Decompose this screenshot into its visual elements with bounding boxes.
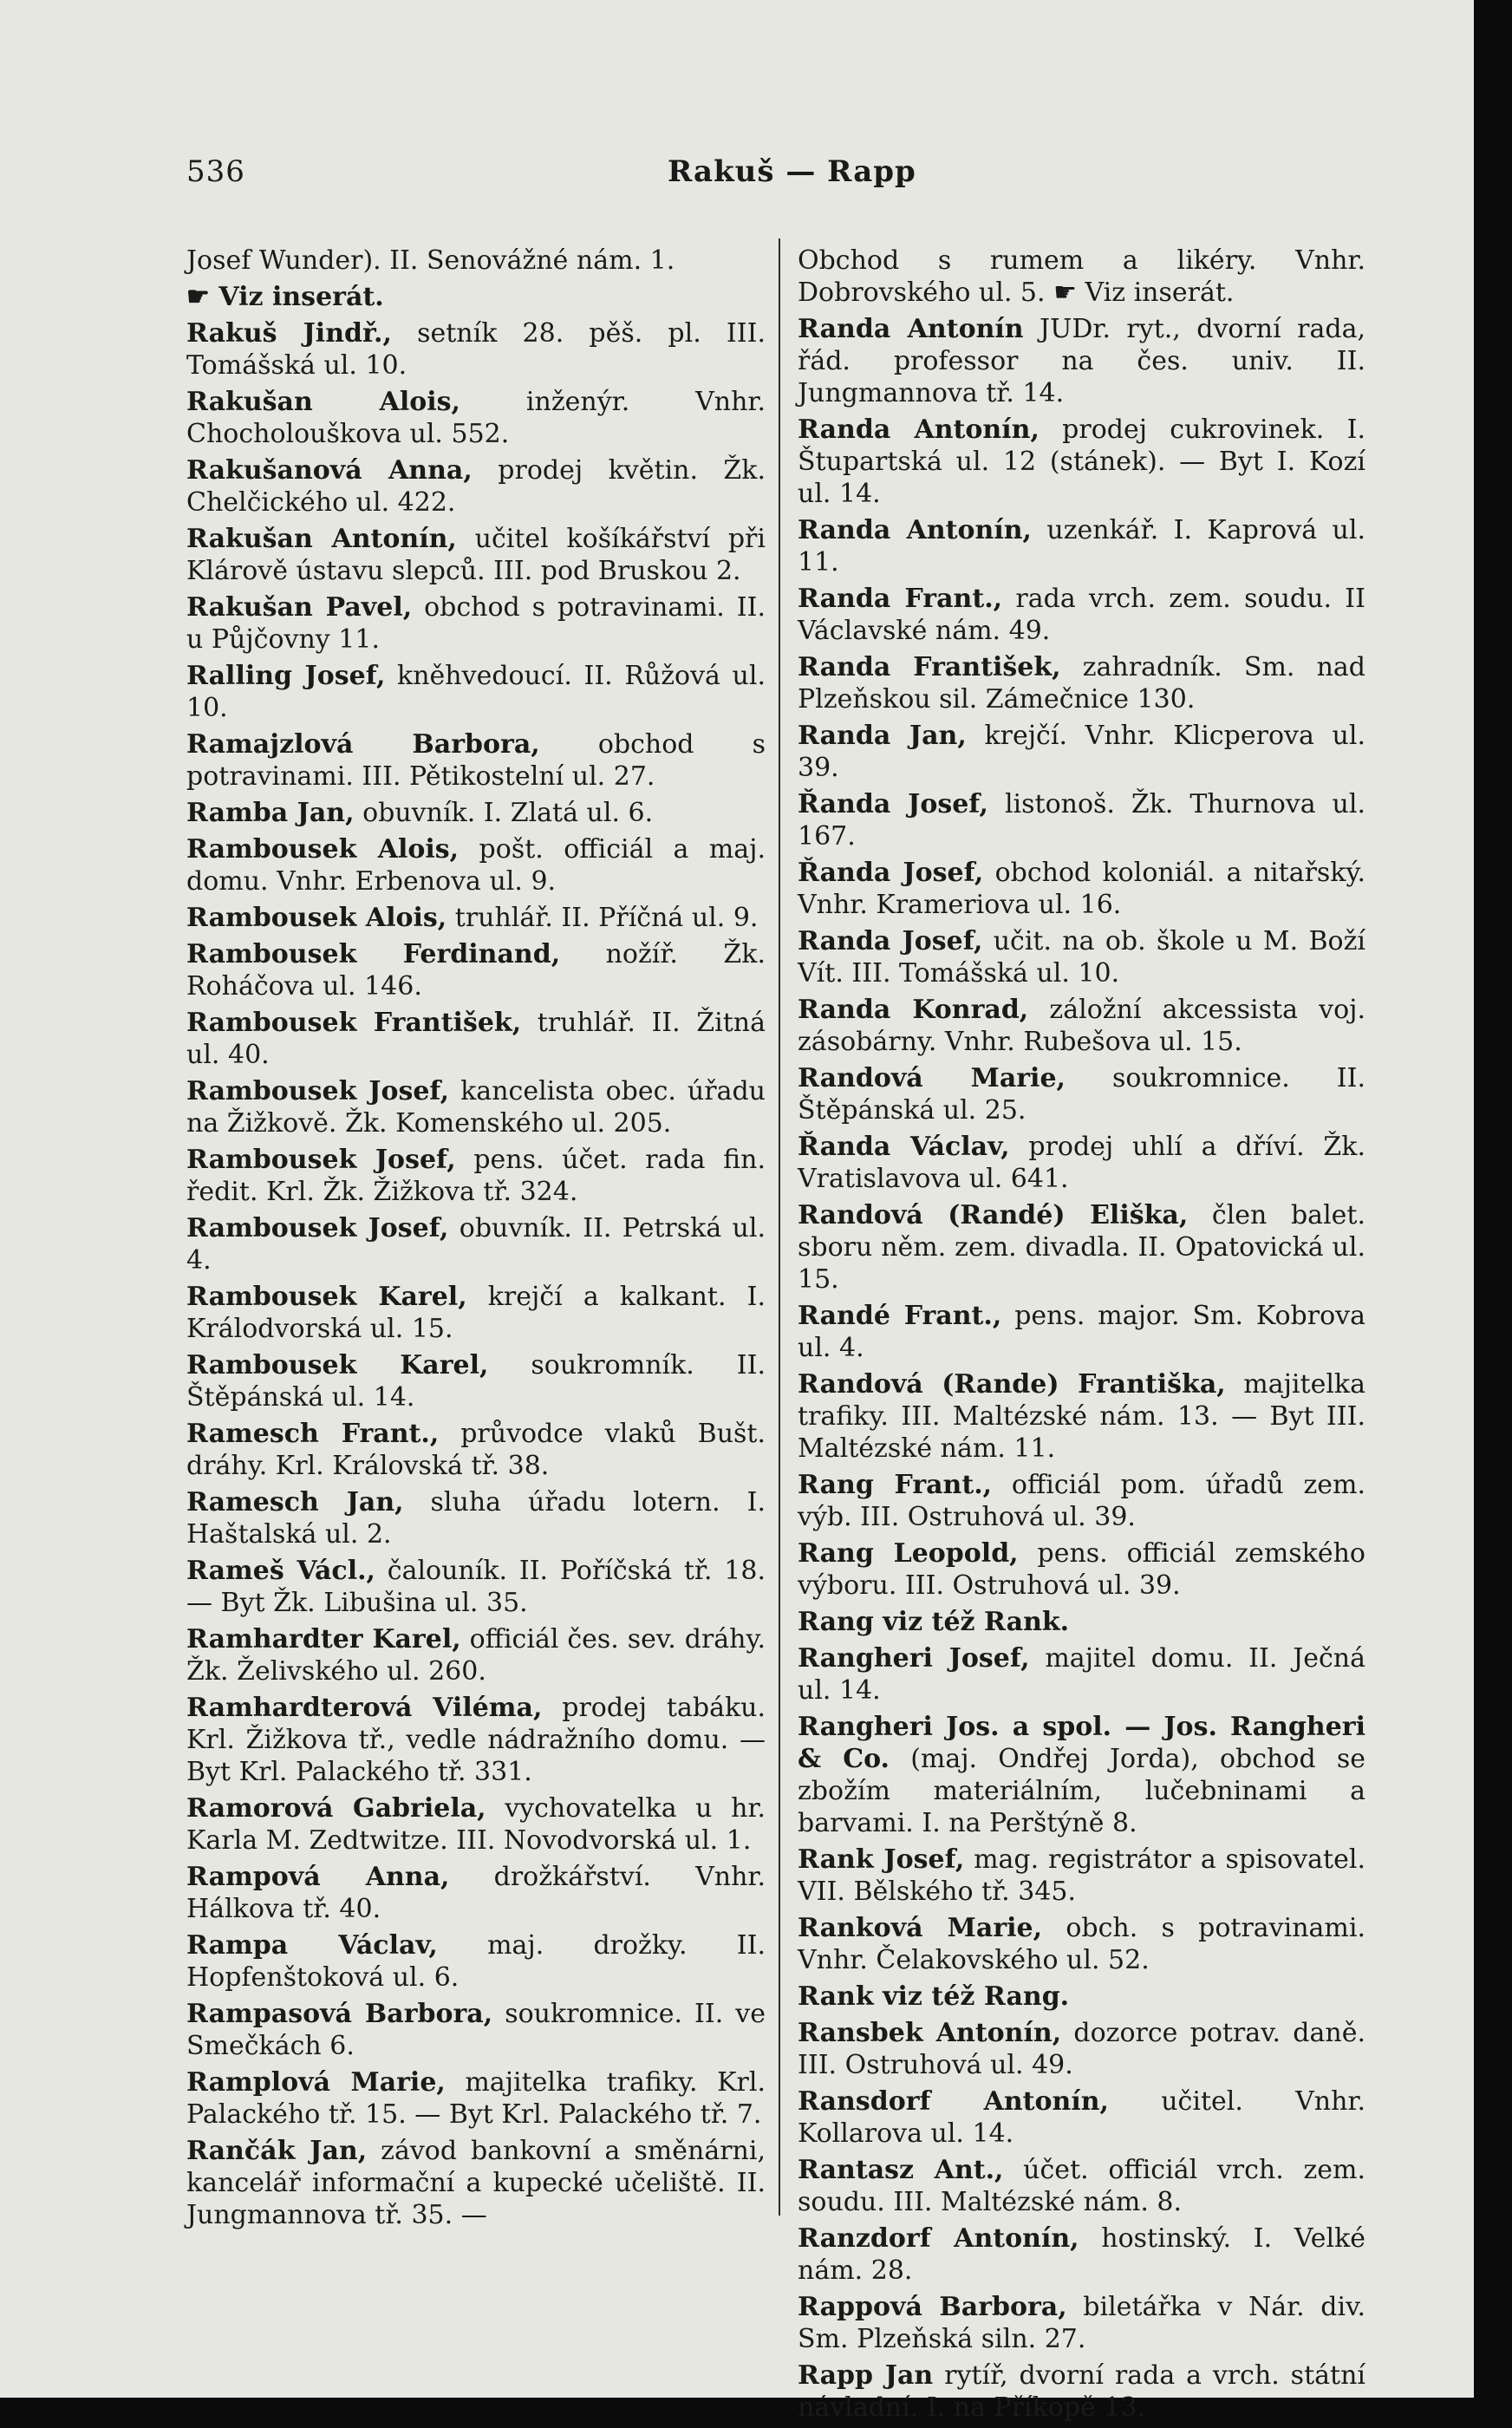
entry-name: Rambousek Karel, (186, 1282, 467, 1312)
entry-name: Ralling Josef, (186, 661, 386, 691)
directory-entry (186, 386, 766, 450)
entry-text: officiál čes. sev. dráhy. Žk. Želivského ul. 260. (186, 1624, 766, 1687)
entry-name: Rambousek František, (186, 1008, 522, 1038)
entry-name: Rangheri Josef, (798, 1643, 1030, 1674)
entry-text: uzenkář. I. Kaprová ul. 11. (798, 515, 1365, 578)
directory-entry (798, 2222, 1365, 2287)
entry-name: Randa Jan, (798, 721, 967, 751)
entry-name: Randa Antonín (798, 314, 1024, 344)
entry-name: Rambousek Alois, (186, 903, 447, 933)
directory-entry (798, 1131, 1365, 1195)
entry-name: Rambousek Josef, (186, 1076, 450, 1106)
directory-entry (186, 281, 766, 313)
directory-entry (798, 514, 1365, 578)
entry-name: Rambousek Ferdinand, (186, 939, 561, 969)
entry-name: Rangheri Jos. a spol. — Jos. Rangheri & Co. (798, 1712, 1365, 1774)
entry-text: maj. drožky. II. Hopfenštoková ul. 6. (186, 1930, 766, 1993)
entry-text: obch. s potravinami. Vnhr. Čelakovského ul. 52. (798, 1913, 1365, 1975)
entry-name: Rang Leopold, (798, 1538, 1019, 1569)
entry-text: inženýr. Vnhr. Chocholouškova ul. 552. (186, 387, 766, 449)
entry-name: Ramba Jan, (186, 798, 355, 828)
entry-name: Randa Konrad, (798, 995, 1029, 1025)
directory-entry (798, 1981, 1365, 2013)
entry-name: Rančák Jan, (186, 2136, 368, 2166)
directory-entry (798, 925, 1365, 989)
directory-entry (186, 1792, 766, 1857)
directory-entry (186, 728, 766, 793)
directory-entry (186, 2135, 766, 2231)
entry-text: rada vrch. zem. soudu. II Václavské nám. 49. (798, 584, 1366, 646)
entry-text: obchod s potravinami. III. Pětikostelní ul. 27. (186, 729, 766, 792)
directory-entry (186, 1555, 766, 1619)
entry-text: učitel košíkářství při Klárově ústavu slepců. III. pod Bruskou 2. (186, 524, 766, 586)
directory-entry (186, 833, 766, 897)
directory-entry (186, 902, 766, 934)
directory-entry (186, 1861, 766, 1925)
entry-text: truhlář. II. Příčná ul. 9. (446, 903, 759, 933)
entry-name: Randová Marie, (798, 1063, 1066, 1093)
directory-entry (798, 1912, 1365, 1976)
entry-text: truhlář. II. Žitná ul. 40. (186, 1008, 766, 1070)
directory-entry (798, 1606, 1365, 1638)
directory-entry (186, 1075, 766, 1139)
entry-name: ☛ Viz inserát. (186, 282, 384, 312)
entry-text: majitelka trafiky. Krl. Palackého tř. 15. — Byt Krl. Palackého tř. 7. (186, 2067, 766, 2130)
entry-text: obuvník. II. Petrská ul. 4. (186, 1213, 766, 1276)
entry-name: Rambousek Karel, (186, 1350, 489, 1380)
directory-entry (186, 1623, 766, 1687)
directory-entry (798, 1844, 1365, 1908)
entry-name: Ramesch Jan, (186, 1487, 404, 1518)
directory-entry (186, 938, 766, 1002)
directory-entry (186, 1007, 766, 1071)
directory-entry (798, 313, 1365, 409)
entry-text: krejčí a kalkant. I. Králodvorská ul. 15. (186, 1282, 766, 1344)
entry-text: listonoš. Žk. Thurnova ul. 167. (798, 789, 1365, 852)
directory-entry (186, 660, 766, 724)
page-number: 536 (186, 154, 245, 189)
directory-entry (186, 797, 766, 829)
entry-name: Rakušan Alois, (186, 387, 461, 417)
entry-name: Ransdorf Antonín, (798, 2086, 1110, 2117)
entry-text: pošt. officiál a maj. domu. Vnhr. Erbenova ul. 9. (186, 834, 766, 897)
directory-entry (798, 414, 1365, 510)
entry-name: Randa Frant., (798, 584, 1003, 614)
entry-name: Rapp Jan (798, 2360, 934, 2391)
entry-name: Rakušan Pavel, (186, 592, 413, 623)
entry-name: Rakušan Antonín, (186, 524, 457, 554)
directory-entry (798, 1199, 1365, 1296)
entry-text: soukromnice. II. ve Smečkách 6. (186, 1999, 766, 2061)
entry-text: prodej květin. Žk. Chelčického ul. 422. (186, 455, 766, 518)
entry-name: Ramajzlová Barbora, (186, 729, 540, 760)
entry-text: majitelka trafiky. III. Maltézské nám. 13. — Byt III. Maltézské nám. 11. (798, 1369, 1365, 1464)
directory-entry (186, 1281, 766, 1345)
entry-name: Rampa Václav, (186, 1930, 438, 1961)
directory-entry (798, 1062, 1365, 1126)
entry-text: obuvník. I. Zlatá ul. 6. (354, 798, 654, 828)
directory-entry (798, 2359, 1365, 2424)
entry-name: Řanda Josef, (798, 789, 989, 819)
directory-entry (186, 317, 766, 382)
entry-name: Rameš Václ., (186, 1556, 375, 1586)
entry-text: majitel domu. II. Ječná ul. 14. (798, 1643, 1366, 1706)
entry-text: (maj. Ondřej Jorda), obchod se zbožím materiálním, lučebninami a barvami. I. na Perštýně 8. (798, 1744, 1365, 1838)
directory-entry (186, 1998, 766, 2062)
directory-entry (798, 1368, 1365, 1465)
directory-entry (798, 2154, 1365, 2218)
directory-entry (186, 591, 766, 656)
entry-text: záložní akcessista voj. zásobárny. Vnhr. Rubešova ul. 15. (798, 995, 1365, 1057)
entry-name: Řanda Václav, (798, 1132, 1010, 1162)
entry-name: Rambousek Josef, (186, 1145, 456, 1175)
directory-entry (186, 1929, 766, 1994)
entry-text: setník 28. pěš. pl. III. Tomášská ul. 10. (186, 318, 766, 381)
directory-entry (798, 2085, 1365, 2150)
entry-text: biletářka v Nár. div. Sm. Plzeňská siln. 27. (798, 2292, 1365, 2354)
entry-text: zahradník. Sm. nad Plzeňskou sil. Zámečnice 130. (798, 652, 1365, 715)
entry-text: krejčí. Vnhr. Klicperova ul. 39. (798, 721, 1365, 783)
entry-name: Rang Frant., (798, 1470, 993, 1500)
entry-name: Randa Antonín, (798, 414, 1040, 445)
directory-entry (186, 1486, 766, 1550)
directory-entry (798, 1300, 1365, 1364)
entry-text: čalouník. II. Poříčská tř. 18. — Byt Žk. Libušina ul. 35. (186, 1556, 766, 1618)
entry-text: vychovatelka u hr. Karla M. Zedtwitze. III. Novodvorská ul. 1. (186, 1793, 766, 1856)
left-column (186, 245, 766, 2235)
directory-entry (186, 1144, 766, 1208)
entry-text: pens. major. Sm. Kobrova ul. 4. (798, 1301, 1366, 1363)
entry-name: Ramorová Gabriela, (186, 1793, 486, 1824)
entry-text: Obchod s rumem a likéry. Vnhr. Dobrovského ul. 5. ☛ Viz inserát. (798, 245, 1365, 308)
running-head: Rakuš — Rapp (668, 154, 916, 189)
entry-name: Ranková Marie, (798, 1913, 1043, 1943)
entry-name: Rantasz Ant., (798, 2155, 1004, 2185)
entry-text: mag. registrátor a spisovatel. VII. Bělského tř. 345. (798, 1844, 1365, 1907)
entry-text: JUDr. ryt., dvorní rada, řád. professor na čes. univ. II. Jungmannova tř. 14. (798, 314, 1365, 408)
directory-entry (798, 1469, 1365, 1533)
directory-entry (798, 1711, 1365, 1839)
directory-entry (798, 2291, 1365, 2355)
entry-text: obchod s potravinami. II. u Půjčovny 11. (186, 592, 766, 655)
entry-name: Randa Josef, (798, 926, 983, 956)
entry-name: Ramplová Marie, (186, 2067, 446, 2098)
entry-name: Rappová Barbora, (798, 2292, 1067, 2322)
entry-name: Rakuš Jindř., (186, 318, 392, 349)
entry-text: hostinský. I. Velké nám. 28. (798, 2223, 1366, 2286)
entry-text: officiál pom. úřadů zem. výb. III. Ostruhová ul. 39. (798, 1470, 1365, 1532)
entry-text: závod bankovní a směnárni, kancelář informační a kupecké učeliště. II. Jungmannova tř. 35. — (186, 2136, 766, 2230)
entry-text: dozorce potrav. daně. III. Ostruhová ul. 49. (798, 2018, 1365, 2080)
entry-name: Ransbek Antonín, (798, 2018, 1062, 2048)
entry-text: prodej uhlí a dříví. Žk. Vratislavova ul. 641. (798, 1132, 1365, 1194)
directory-entry (798, 788, 1365, 852)
directory-entry (186, 1212, 766, 1276)
entry-name: Randová (Rande) Františka, (798, 1369, 1226, 1400)
entry-text: pens. officiál zemského výboru. III. Ostruhová ul. 39. (798, 1538, 1365, 1601)
entry-name: Ranzdorf Antonín, (798, 2223, 1079, 2254)
directory-entry (186, 1418, 766, 1482)
column-divider (779, 238, 780, 2216)
directory-entry (186, 523, 766, 587)
directory-entry (798, 720, 1365, 784)
entry-text: účet. officiál vrch. zem. soudu. III. Maltézské nám. 8. (798, 2155, 1366, 2217)
directory-entry (798, 583, 1365, 647)
entry-name: Randa Antonín, (798, 515, 1033, 545)
entry-text: pens. účet. rada fin. ředit. Krl. Žk. Žižkova tř. 324. (186, 1145, 766, 1207)
entry-text: učitel. Vnhr. Kollarova ul. 14. (798, 2086, 1365, 2149)
entry-text: učit. na ob. škole u M. Boží Vít. III. Tomášská ul. 10. (798, 926, 1365, 989)
entry-text: sluha úřadu lotern. I. Haštalská ul. 2. (186, 1487, 766, 1550)
entry-name: Rambousek Josef, (186, 1213, 449, 1243)
directory-entry (186, 1692, 766, 1788)
entry-name: Ramhardter Karel, (186, 1624, 461, 1655)
entry-name: Randová (Randé) Eliška, (798, 1200, 1189, 1230)
entry-name: Rampová Anna, (186, 1862, 450, 1892)
entry-text: nožíř. Žk. Roháčova ul. 146. (186, 939, 766, 1002)
entry-name: Rang viz též Rank. (798, 1607, 1070, 1637)
entry-name: Ramhardterová Viléma, (186, 1693, 543, 1723)
entry-name: Randé Frant., (798, 1301, 1002, 1331)
entry-name: Randa František, (798, 652, 1061, 682)
entry-name: Rakušanová Anna, (186, 455, 472, 486)
entry-text: drožkářství. Vnhr. Hálkova tř. 40. (186, 1862, 766, 1924)
entry-text: kancelista obec. úřadu na Žižkově. Žk. Komenského ul. 205. (186, 1076, 766, 1139)
entry-name: Rambousek Alois, (186, 834, 459, 865)
directory-entry (798, 651, 1365, 715)
directory-entry (186, 454, 766, 519)
directory-entry (186, 1349, 766, 1413)
directory-entry (798, 1642, 1365, 1707)
entry-name: Řanda Josef, (798, 858, 984, 888)
entry-text: obchod koloniál. a nitařský. Vnhr. Krameriova ul. 16. (798, 858, 1365, 920)
entry-text: kněhvedoucí. II. Růžová ul. 10. (186, 661, 766, 723)
directory-entry (798, 994, 1365, 1058)
entry-text: prodej tabáku. Krl. Žižkova tř., vedle nádražního domu. — Byt Krl. Palackého tř. 331. (186, 1693, 766, 1787)
entry-text: rytíř, dvorní rada a vrch. státní návladní. I. na Příkopě 13. (798, 2360, 1365, 2423)
entry-name: Rank Josef, (798, 1844, 965, 1875)
directory-entry (186, 245, 766, 277)
entry-name: Rampasová Barbora, (186, 1999, 493, 2029)
directory-entry (186, 2066, 766, 2131)
entry-text: průvodce vlaků Bušt. dráhy. Krl. Královská tř. 38. (186, 1419, 766, 1481)
right-column (798, 245, 1365, 2428)
entry-text: prodej cukrovinek. I. Štupartská ul. 12 (stánek). — Byt I. Kozí ul. 14. (798, 414, 1365, 509)
directory-entry (798, 245, 1365, 309)
entry-text: soukromník. II. Štěpánská ul. 14. (186, 1350, 766, 1413)
entry-name: Ramesch Frant., (186, 1419, 440, 1449)
entry-text: Josef Wunder). II. Senovážné nám. 1. (186, 245, 675, 276)
entry-name: Rank viz též Rang. (798, 1981, 1070, 2012)
directory-entry (798, 1537, 1365, 1602)
directory-entry (798, 857, 1365, 921)
entry-text: člen balet. sboru něm. zem. divadla. II. Opatovická ul. 15. (798, 1200, 1366, 1295)
entry-text: soukromnice. II. Štěpánská ul. 25. (798, 1063, 1365, 1126)
directory-entry (798, 2017, 1365, 2081)
